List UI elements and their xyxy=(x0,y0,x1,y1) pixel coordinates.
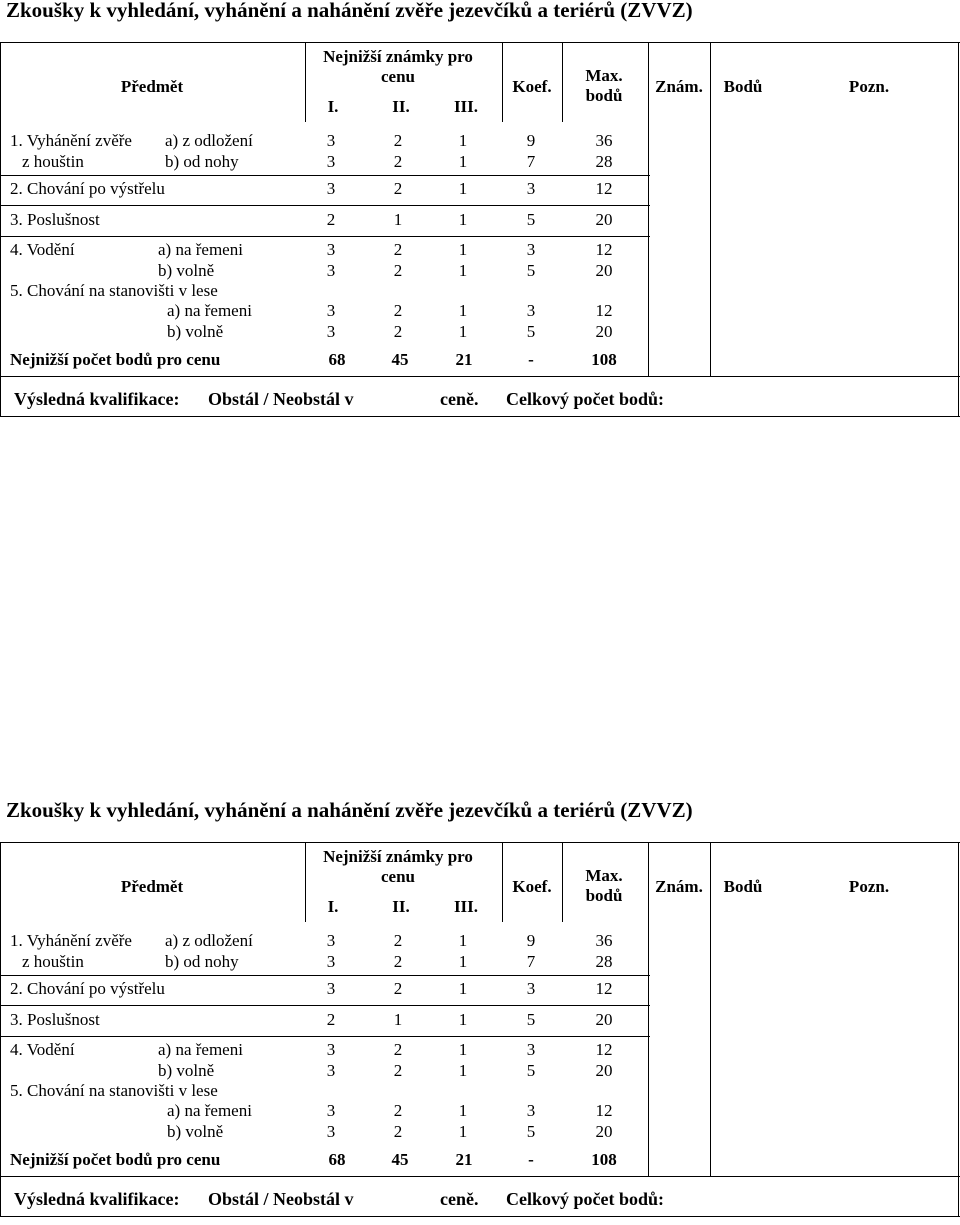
row-divider xyxy=(0,376,960,377)
row-1-name: 1. Vyhánění zvěře xyxy=(10,931,132,950)
koef: 9 xyxy=(526,131,536,150)
row-4-sub-b: b) volně xyxy=(158,261,215,280)
grade-2: 2 xyxy=(393,179,403,198)
grade-1: 2 xyxy=(326,1010,336,1029)
row-1-name-2: z houštin xyxy=(22,952,84,971)
row-4-sub-a: a) na řemeni xyxy=(158,240,243,259)
table-top-border xyxy=(0,42,960,43)
result-options: Obstál / Neobstál v xyxy=(208,1189,354,1209)
koef: 5 xyxy=(526,1010,536,1029)
min-total-3: 21 xyxy=(455,1150,473,1169)
header-znam: Znám. xyxy=(655,877,703,896)
min-total-2: 45 xyxy=(391,350,409,369)
row-divider xyxy=(0,1005,650,1006)
min-total-3: 21 xyxy=(455,350,473,369)
row-2-name: 2. Chování po výstřelu xyxy=(10,979,165,998)
table-right-border xyxy=(958,42,959,416)
min-total-max: 108 xyxy=(591,350,617,369)
max-points: 20 xyxy=(595,322,613,341)
grade-1: 3 xyxy=(326,152,336,171)
row-1-sub-a: a) z odložení xyxy=(165,131,253,150)
result-word: ceně. xyxy=(440,389,479,409)
row-divider xyxy=(0,1036,650,1037)
row-divider xyxy=(0,205,650,206)
table-left-border xyxy=(0,42,1,416)
grade-1: 3 xyxy=(326,322,336,341)
header-max: Max. xyxy=(585,66,623,85)
grade-2: 2 xyxy=(393,322,403,341)
koef: 5 xyxy=(526,322,536,341)
grade-2: 2 xyxy=(393,301,403,320)
min-total-1: 68 xyxy=(328,1150,346,1169)
min-total-koef: - xyxy=(528,1150,534,1169)
max-points: 12 xyxy=(595,240,613,259)
grade-1: 3 xyxy=(326,179,336,198)
col-divider xyxy=(562,42,563,122)
grade-1: 3 xyxy=(326,1061,336,1080)
grade-2: 2 xyxy=(393,1061,403,1080)
grade-2: 2 xyxy=(393,131,403,150)
max-points: 28 xyxy=(595,152,613,171)
header-pozn: Pozn. xyxy=(848,77,890,96)
row-5-sub-b: b) volně xyxy=(167,1122,224,1141)
result-label: Výsledná kvalifikace: xyxy=(14,1189,180,1209)
grade-1: 3 xyxy=(326,1040,336,1059)
score-sheet-2 xyxy=(0,800,960,1225)
grade-2: 2 xyxy=(393,1122,403,1141)
grade-3: 1 xyxy=(458,301,468,320)
max-points: 20 xyxy=(595,210,613,229)
page-title: Zkoušky k vyhledání, vyhánění a nahánění zvěře jezevčíků a teriérů (ZVVZ) xyxy=(6,0,693,22)
grade-2: 2 xyxy=(393,261,403,280)
col-divider xyxy=(648,42,649,376)
row-5-sub-a: a) na řemeni xyxy=(167,301,252,320)
koef: 5 xyxy=(526,1061,536,1080)
header-grade-2: II. xyxy=(392,897,410,916)
row-1-name: 1. Vyhánění zvěře xyxy=(10,131,132,150)
page-title: Zkoušky k vyhledání, vyhánění a nahánění zvěře jezevčíků a teriérů (ZVVZ) xyxy=(6,798,693,822)
min-total-label: Nejnižší počet bodů pro cenu xyxy=(10,350,221,369)
grade-3: 1 xyxy=(458,210,468,229)
row-3-name: 3. Poslušnost xyxy=(10,210,100,229)
table-bottom-border xyxy=(0,416,960,417)
row-1-sub-b: b) od nohy xyxy=(165,152,239,171)
header-znam: Znám. xyxy=(655,77,703,96)
grade-1: 3 xyxy=(326,1122,336,1141)
row-3-name: 3. Poslušnost xyxy=(10,1010,100,1029)
koef: 3 xyxy=(526,179,536,198)
col-divider xyxy=(502,842,503,922)
grade-2: 1 xyxy=(393,210,403,229)
koef: 7 xyxy=(526,152,536,171)
header-koef: Koef. xyxy=(512,77,552,96)
max-points: 12 xyxy=(595,979,613,998)
result-total: Celkový počet bodů: xyxy=(506,1189,665,1209)
grade-1: 3 xyxy=(326,952,336,971)
koef: 3 xyxy=(526,240,536,259)
row-5-name: 5. Chování na stanovišti v lese xyxy=(10,1081,218,1100)
header-max-2: bodů xyxy=(585,886,623,905)
max-points: 36 xyxy=(595,931,613,950)
header-subject: Předmět xyxy=(120,77,184,96)
min-total-koef: - xyxy=(528,350,534,369)
grade-2: 2 xyxy=(393,152,403,171)
col-divider xyxy=(502,42,503,122)
grade-3: 1 xyxy=(458,131,468,150)
table-right-border xyxy=(958,842,959,1216)
row-2-name: 2. Chování po výstřelu xyxy=(10,179,165,198)
header-grades: Nejnižší známky pro xyxy=(323,47,473,66)
koef: 9 xyxy=(526,931,536,950)
grade-2: 2 xyxy=(393,931,403,950)
row-5-sub-b: b) volně xyxy=(167,322,224,341)
min-total-2: 45 xyxy=(391,1150,409,1169)
grade-1: 3 xyxy=(326,301,336,320)
koef: 3 xyxy=(526,979,536,998)
grade-1: 3 xyxy=(326,1101,336,1120)
koef: 3 xyxy=(526,301,536,320)
header-grades-2: cenu xyxy=(381,67,415,86)
header-max-2: bodů xyxy=(585,86,623,105)
header-pozn: Pozn. xyxy=(848,877,890,896)
grade-3: 1 xyxy=(458,152,468,171)
grade-3: 1 xyxy=(458,1122,468,1141)
table-top-border xyxy=(0,842,960,843)
max-points: 12 xyxy=(595,1040,613,1059)
header-grade-1: I. xyxy=(327,97,339,116)
grade-2: 2 xyxy=(393,979,403,998)
grade-3: 1 xyxy=(458,1061,468,1080)
min-total-1: 68 xyxy=(328,350,346,369)
header-bodu: Bodů xyxy=(723,77,763,96)
result-options: Obstál / Neobstál v xyxy=(208,389,354,409)
max-points: 20 xyxy=(595,1010,613,1029)
grade-1: 3 xyxy=(326,931,336,950)
grade-3: 1 xyxy=(458,952,468,971)
col-divider xyxy=(305,42,306,122)
grade-3: 1 xyxy=(458,1040,468,1059)
header-grades-2: cenu xyxy=(381,867,415,886)
max-points: 28 xyxy=(595,952,613,971)
header-grade-2: II. xyxy=(392,97,410,116)
header-koef: Koef. xyxy=(512,877,552,896)
header-grade-3: III. xyxy=(453,897,479,916)
row-1-sub-a: a) z odložení xyxy=(165,931,253,950)
koef: 7 xyxy=(526,952,536,971)
result-label: Výsledná kvalifikace: xyxy=(14,389,180,409)
grade-3: 1 xyxy=(458,240,468,259)
row-divider xyxy=(0,236,650,237)
header-grade-1: I. xyxy=(327,897,339,916)
grade-2: 2 xyxy=(393,952,403,971)
grade-3: 1 xyxy=(458,179,468,198)
koef: 3 xyxy=(526,1040,536,1059)
koef: 5 xyxy=(526,1122,536,1141)
max-points: 12 xyxy=(595,179,613,198)
grade-3: 1 xyxy=(458,979,468,998)
grade-3: 1 xyxy=(458,1010,468,1029)
grade-3: 1 xyxy=(458,322,468,341)
row-divider xyxy=(0,1176,960,1177)
col-divider xyxy=(648,842,649,1176)
grade-1: 3 xyxy=(326,131,336,150)
grade-2: 1 xyxy=(393,1010,403,1029)
table-bottom-border xyxy=(0,1216,960,1217)
grade-1: 3 xyxy=(326,240,336,259)
min-total-max: 108 xyxy=(591,1150,617,1169)
koef: 3 xyxy=(526,1101,536,1120)
col-divider xyxy=(710,42,711,376)
row-4-name: 4. Vodění xyxy=(10,240,75,259)
col-divider xyxy=(305,842,306,922)
grade-3: 1 xyxy=(458,931,468,950)
row-divider xyxy=(0,175,650,176)
row-5-name: 5. Chování na stanovišti v lese xyxy=(10,281,218,300)
result-total: Celkový počet bodů: xyxy=(506,389,665,409)
grade-3: 1 xyxy=(458,261,468,280)
max-points: 36 xyxy=(595,131,613,150)
row-1-name-2: z houštin xyxy=(22,152,84,171)
row-4-sub-b: b) volně xyxy=(158,1061,215,1080)
grade-1: 2 xyxy=(326,210,336,229)
row-4-sub-a: a) na řemeni xyxy=(158,1040,243,1059)
max-points: 20 xyxy=(595,1122,613,1141)
grade-1: 3 xyxy=(326,979,336,998)
row-5-sub-a: a) na řemeni xyxy=(167,1101,252,1120)
grade-3: 1 xyxy=(458,1101,468,1120)
grade-2: 2 xyxy=(393,240,403,259)
min-total-label: Nejnižší počet bodů pro cenu xyxy=(10,1150,221,1169)
table-left-border xyxy=(0,842,1,1216)
row-1-sub-b: b) od nohy xyxy=(165,952,239,971)
score-sheet-1 xyxy=(0,0,960,425)
max-points: 12 xyxy=(595,1101,613,1120)
row-divider xyxy=(0,975,650,976)
header-bodu: Bodů xyxy=(723,877,763,896)
row-4-name: 4. Vodění xyxy=(10,1040,75,1059)
max-points: 12 xyxy=(595,301,613,320)
koef: 5 xyxy=(526,261,536,280)
koef: 5 xyxy=(526,210,536,229)
result-word: ceně. xyxy=(440,1189,479,1209)
max-points: 20 xyxy=(595,261,613,280)
grade-2: 2 xyxy=(393,1040,403,1059)
max-points: 20 xyxy=(595,1061,613,1080)
header-grade-3: III. xyxy=(453,97,479,116)
col-divider xyxy=(710,842,711,1176)
header-subject: Předmět xyxy=(120,877,184,896)
grade-2: 2 xyxy=(393,1101,403,1120)
grade-1: 3 xyxy=(326,261,336,280)
header-max: Max. xyxy=(585,866,623,885)
header-grades: Nejnižší známky pro xyxy=(323,847,473,866)
col-divider xyxy=(562,842,563,922)
